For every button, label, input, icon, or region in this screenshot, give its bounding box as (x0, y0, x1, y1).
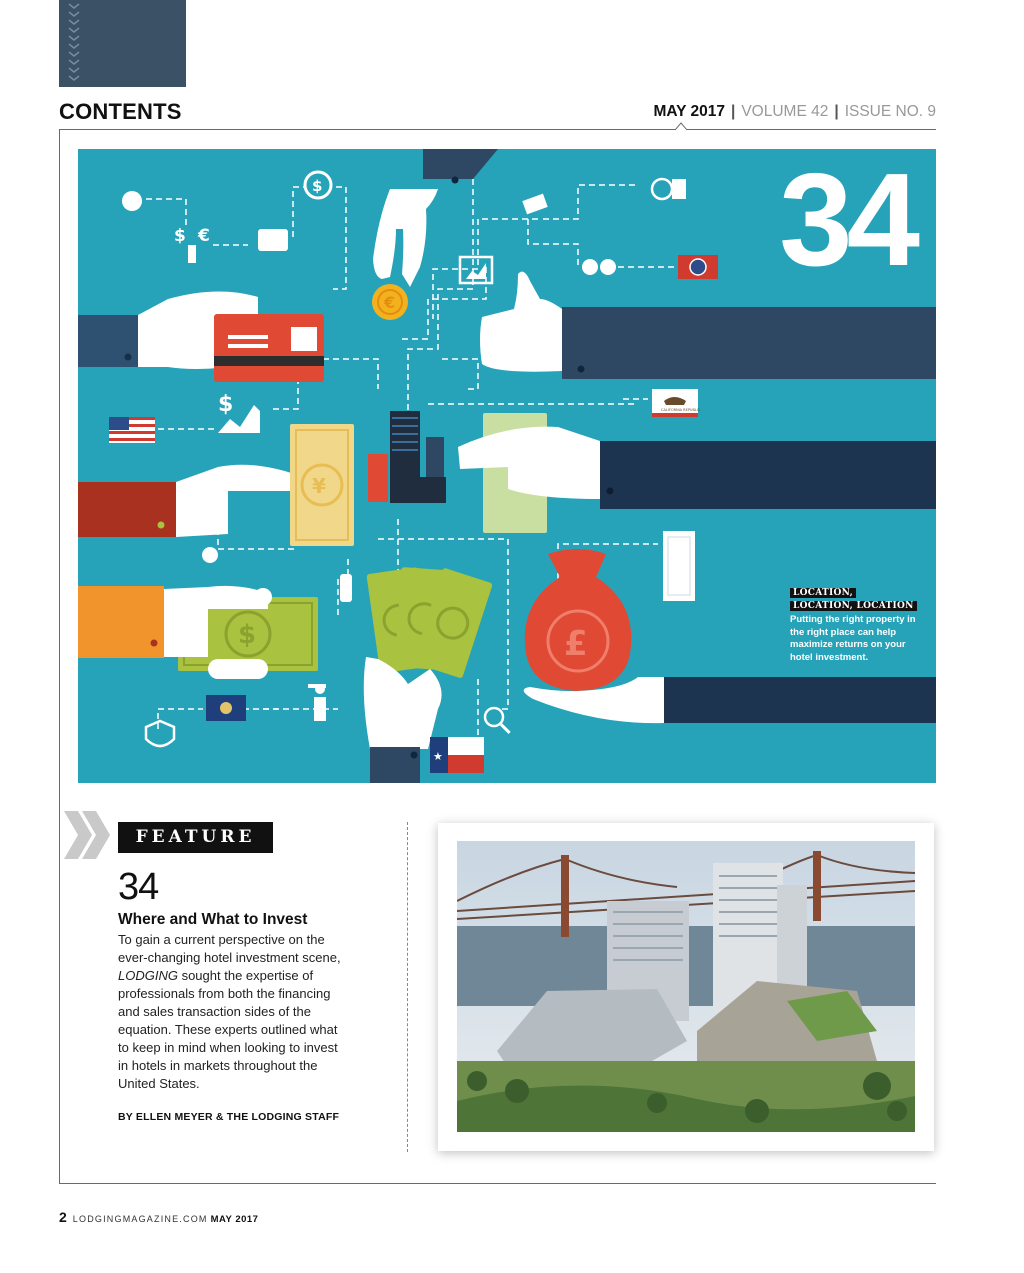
footer-date: MAY 2017 (210, 1214, 259, 1225)
feature-byline: BY ELLEN MEYER & THE LODGING STAFF (118, 1111, 340, 1123)
double-chevron-icon (64, 811, 112, 859)
svg-text:€: € (198, 226, 210, 246)
svg-text:★: ★ (433, 750, 443, 763)
hero-illustration (78, 149, 936, 783)
flag-usa (109, 417, 155, 443)
issue-info (653, 103, 936, 121)
body-text: To gain a current perspective on the ever-changing hotel investment scene, (118, 932, 341, 965)
issue-date: MAY 2017 (653, 103, 725, 120)
bottom-rule (59, 1183, 936, 1184)
body-magazine-name: LODGING (118, 968, 178, 983)
svg-text:$: $ (312, 177, 323, 195)
separator: | (730, 103, 736, 120)
top-rule (59, 129, 936, 130)
flag-tennessee (678, 255, 718, 279)
svg-text:£: £ (564, 624, 588, 664)
svg-text:€: € (384, 293, 396, 312)
footer-site-link[interactable]: LODGINGMAGAZINE.COM (72, 1214, 208, 1224)
caption-heading: LOCATION, (790, 588, 856, 598)
column-divider (407, 822, 408, 1152)
svg-text:$: $ (174, 226, 186, 246)
feature-body (118, 931, 348, 1093)
hero-caption (790, 587, 930, 664)
section-tab (59, 0, 186, 87)
left-rule (59, 129, 60, 1184)
feature-title-link[interactable]: Where and What to Invest (118, 911, 308, 928)
feature-page-number: 34 (118, 866, 159, 908)
page-footer (59, 1209, 258, 1225)
hero-page-number: 34 (779, 149, 914, 293)
flag-new-york (206, 695, 246, 721)
hotel-rendering-image (457, 841, 915, 1132)
feature-photo-frame (438, 823, 934, 1151)
caption-body: Putting the right property in the right place can help maximize returns on your hotel investment. (790, 614, 916, 663)
svg-text:¥: ¥ (312, 474, 326, 498)
separator: | (834, 103, 839, 120)
hotel-rendering-photo (457, 841, 915, 1132)
body-text: sought the expertise of professionals from both the financing and sales transaction sides of the equation. These experts outlined what to keep in mind when looking to invest in hotels in markets throughout the United States. (118, 968, 338, 1091)
issue-number: ISSUE NO. 9 (844, 103, 936, 120)
page-title: CONTENTS (59, 99, 182, 124)
chevron-stack-icon (59, 0, 186, 87)
footer-page-number: 2 (59, 1209, 67, 1225)
svg-text:$: $ (218, 392, 234, 417)
flag-california (652, 389, 701, 417)
caption-heading: LOCATION, LOCATION (790, 601, 917, 611)
volume: VOLUME 42 (741, 103, 829, 120)
feature-label: FEATURE (118, 822, 273, 853)
flag-california-text: CALIFORNIA REPUBLIC (661, 408, 701, 412)
flag-texas (430, 737, 484, 773)
svg-text:$: $ (238, 620, 257, 650)
notch-mark (675, 122, 687, 130)
